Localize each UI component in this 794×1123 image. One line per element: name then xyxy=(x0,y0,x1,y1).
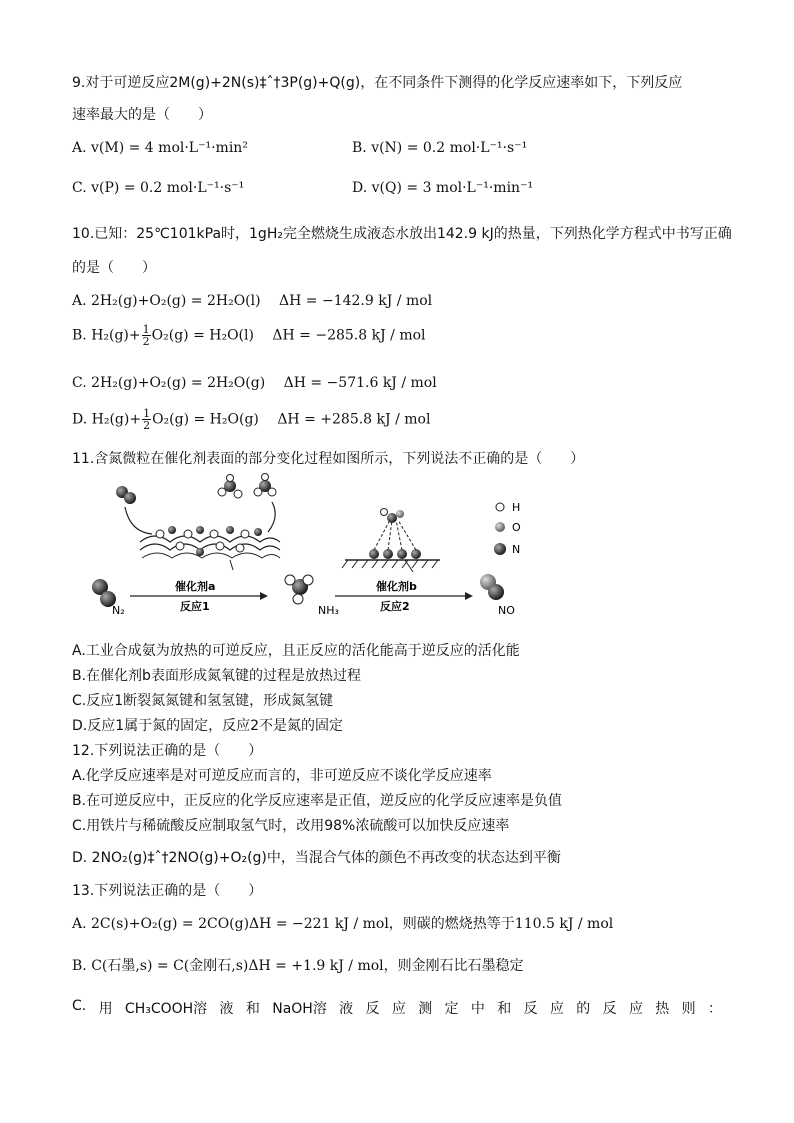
legend-h-swatch xyxy=(496,503,504,511)
fraction-numerator: 1 xyxy=(142,323,150,336)
legend-h-label: H xyxy=(512,501,521,514)
q13-option-b: B. C(石墨,s) = C(金刚石,s)ΔH = +1.9 kJ / mol，则金刚石比石墨稳定 xyxy=(72,958,524,974)
q10-stem-line1: 10.已知：25℃101kPa时，1gH₂完全燃烧生成液态水放出142.9 kJ的热量，下列热化学方程式中书写正确 xyxy=(72,226,732,242)
q13-option-c-token: 反 xyxy=(602,1001,617,1017)
q10-option-d xyxy=(72,408,430,431)
q9-option-c: C. v(P) = 0.2 mol·L⁻¹·s⁻¹ xyxy=(72,180,245,196)
arrow-from-surface xyxy=(268,502,275,532)
q10-option-b-left: B. H₂(g)+ xyxy=(72,327,141,344)
q10-option-d-right: O₂(g) = H₂O(g) ΔH = +285.8 kJ / mol xyxy=(152,411,431,428)
q10-option-c: C. 2H₂(g)+O₂(g) = 2H₂O(g) ΔH = −571.6 kJ / mol xyxy=(72,375,437,391)
q12-stem: 12.下列说法正确的是（ ） xyxy=(72,743,263,759)
q13-option-c-token: CH₃COOH溶 xyxy=(124,1001,208,1017)
catalyst-reaction-figure xyxy=(80,472,550,622)
catalyst-b-surface xyxy=(342,509,440,569)
legend-n-swatch xyxy=(494,543,506,555)
catalyst-a-label: 催化剂a xyxy=(175,580,216,593)
q13-option-c-token: 和 xyxy=(497,1001,512,1017)
legend xyxy=(494,501,521,556)
q13-option-c-token: ： xyxy=(707,1001,722,1017)
q10-option-b xyxy=(72,324,426,347)
catalyst-a-surface xyxy=(140,526,280,558)
fraction-numerator: 1 xyxy=(143,407,151,420)
q12-option-c: C.用铁片与稀硫酸反应制取氢气时，改用98%浓硫酸可以加快反应速率 xyxy=(72,818,510,834)
reaction2-arrowhead xyxy=(465,592,473,600)
q13-option-c-token: 用 xyxy=(98,1001,113,1017)
reaction1-arrowhead xyxy=(260,592,268,600)
q11-stem: 11.含氮微粒在催化剂表面的部分变化过程如图所示，下列说法不正确的是（ ） xyxy=(72,451,585,467)
q13-option-c-token: 反 xyxy=(523,1001,538,1017)
legend-n-label: N xyxy=(512,543,521,556)
fraction-denominator: 2 xyxy=(142,335,150,348)
q11-option-a: A.工业合成氨为放热的可逆反应，且正反应的活化能高于逆反应的活化能 xyxy=(72,643,520,659)
q13-option-c-token: 液 xyxy=(219,1001,234,1017)
legend-o-label: O xyxy=(512,521,521,534)
nh3-molecule-top xyxy=(218,474,276,499)
no-label: NO xyxy=(498,604,515,617)
q9-option-d: D. v(Q) = 3 mol·L⁻¹·min⁻¹ xyxy=(352,180,534,196)
q13-option-c-token: 中 xyxy=(470,1001,485,1017)
q13-option-c-token: C. xyxy=(72,998,87,1014)
q9-option-b: B. v(N) = 0.2 mol·L⁻¹·s⁻¹ xyxy=(352,140,528,156)
q10-option-d-left: D. H₂(g)+ xyxy=(72,411,142,428)
q10-stem-line2: 的是（ ） xyxy=(72,260,156,276)
h2-molecule xyxy=(116,486,136,504)
q13-option-c-token: 则 xyxy=(681,1001,696,1017)
q13-option-c-token: 的 xyxy=(576,1001,591,1017)
q13-option-c xyxy=(72,998,722,1018)
legend-o-swatch xyxy=(495,522,505,532)
q13-option-c-token: 应 xyxy=(628,1001,643,1017)
q13-option-c-token: 液 xyxy=(339,1001,354,1017)
nh3-label: NH₃ xyxy=(318,604,339,617)
arrow-to-surface xyxy=(125,507,152,534)
surface-arrow-down xyxy=(230,560,233,570)
q13-stem: 13.下列说法正确的是（ ） xyxy=(72,883,263,899)
no-molecule xyxy=(480,574,504,600)
q13-option-a: A. 2C(s)+O₂(g) = 2CO(g)ΔH = −221 kJ / mol，则碳的燃烧热等于110.5 kJ / mol xyxy=(72,916,614,932)
catalyst-b-label: 催化剂b xyxy=(376,580,417,593)
q9-stem-line2: 速率最大的是（ ） xyxy=(72,107,212,123)
fraction-half xyxy=(142,408,151,431)
reaction2-label: 反应2 xyxy=(380,600,410,613)
q13-option-c-token: 热 xyxy=(655,1001,670,1017)
reaction-diagram xyxy=(80,472,550,622)
n2-label: N₂ xyxy=(112,604,125,617)
n2-molecule xyxy=(92,579,116,607)
q12-option-a: A.化学反应速率是对可逆反应而言的，非可逆反应不谈化学反应速率 xyxy=(72,768,492,784)
q13-option-c-token: 和 xyxy=(245,1001,260,1017)
q9-stem-prefix: 9.对于可逆反应 xyxy=(72,75,170,91)
q11-option-b: B.在催化剂b表面形成氮氧键的过程是放热过程 xyxy=(72,668,361,684)
fraction-denominator: 2 xyxy=(143,419,151,432)
q11-option-c: C.反应1断裂氮氮键和氢氢键，形成氮氢键 xyxy=(72,693,334,709)
q13-option-c-token: 反 xyxy=(365,1001,380,1017)
q13-option-c-token: 定 xyxy=(444,1001,459,1017)
q13-option-c-token: 测 xyxy=(418,1001,433,1017)
q11-option-d: D.反应1属于氮的固定，反应2不是氮的固定 xyxy=(72,718,344,734)
q10-option-b-right: O₂(g) = H₂O(l) ΔH = −285.8 kJ / mol xyxy=(151,327,426,344)
q13-option-c-token: 应 xyxy=(549,1001,564,1017)
q9-equation: 2M(g)+2N(s)‡ˆ†3P(g)+Q(g) xyxy=(169,75,361,91)
reaction1-label: 反应1 xyxy=(180,600,210,613)
q13-option-c-token: 应 xyxy=(391,1001,406,1017)
q9-option-a: A. v(M) = 4 mol·L⁻¹·min² xyxy=(72,140,248,156)
surface-b-arrow-down xyxy=(405,560,413,572)
q13-option-c-token: NaOH溶 xyxy=(272,1001,327,1017)
q12-option-b: B.在可逆反应中，正反应的化学反应速率是正值，逆反应的化学反应速率是负值 xyxy=(72,793,563,809)
q9-stem-line1 xyxy=(72,72,682,92)
nh3-molecule xyxy=(285,575,313,604)
q10-option-a: A. 2H₂(g)+O₂(g) = 2H₂O(l) ΔH = −142.9 kJ / mol xyxy=(72,293,433,309)
q9-stem-suffix: ，在不同条件下测得的化学反应速率如下，下列反应 xyxy=(360,75,683,91)
fraction-half xyxy=(142,324,151,347)
q12-option-d: D. 2NO₂(g)‡ˆ†2NO(g)+O₂(g)中，当混合气体的颜色不再改变的状态达到平衡 xyxy=(72,850,561,866)
